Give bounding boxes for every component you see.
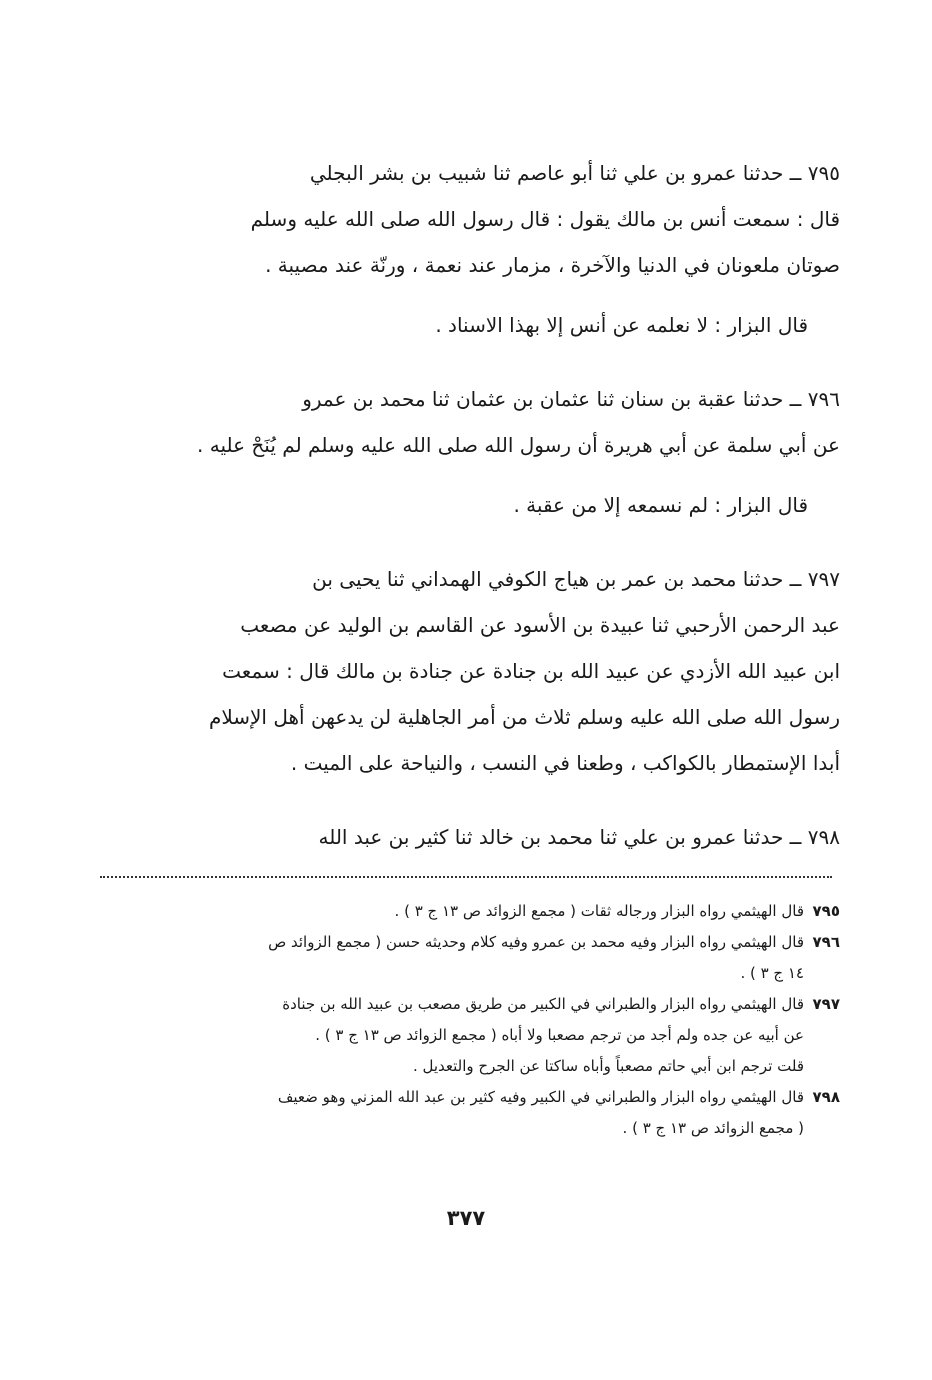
footnote-line: ( مجمع الزوائد ص ١٣ ج ٣ ) . <box>622 1119 804 1137</box>
hadith-line: عن أبي سلمة عن أبي هريرة أن رسول الله صلى الله عليه وسلم لم يُنَحْ عليه . <box>197 433 840 457</box>
page-number: ٣٧٧ <box>446 1206 486 1230</box>
bazzar-comment: قال البزار : لم نسمعه إلا من عقبة . <box>513 493 808 517</box>
footnote <box>164 1082 840 1144</box>
hadith-entry <box>164 556 840 786</box>
footnote-number: ٧٩٧ <box>812 995 840 1013</box>
hadith-line: صوتان ملعونان في الدنيا والآخرة ، مزمار عند نعمة ، ورنّة عند مصيبة . <box>265 253 840 277</box>
footnote <box>164 989 840 1082</box>
hadith-line: ٧٩٧ ــ حدثنا محمد بن عمر بن هياج الكوفي الهمداني ثنا يحيى بن <box>312 567 840 591</box>
hadith-line: رسول الله صلى الله عليه وسلم ثلاث من أمر الجاهلية لن يدعهن أهل الإسلام <box>208 705 840 729</box>
main-text <box>164 150 840 860</box>
hadith-line: ٧٩٥ ــ حدثنا عمرو بن علي ثنا أبو عاصم ثنا شبيب بن بشر البجلي <box>309 161 840 185</box>
footnote-divider <box>100 876 832 878</box>
hadith-entry <box>164 814 840 860</box>
hadith-entry <box>164 150 840 348</box>
hadith-line: ٧٩٦ ــ حدثنا عقبة بن سنان ثنا عثمان بن عثمان ثنا محمد بن عمرو <box>302 387 840 411</box>
footnote-text <box>164 989 804 1082</box>
footnote-text <box>164 896 804 927</box>
footnote-line: قال الهيثمي رواه البزار والطبراني في الكبير وفيه كثير بن عبد الله المزني وهو ضعيف <box>277 1088 804 1106</box>
footnote-line: قلت ترجم ابن أبي حاتم مصعباً وأباه ساكتا عن الجرح والتعديل . <box>412 1057 804 1075</box>
footnote-text <box>164 927 804 989</box>
hadith-line: أبدا الإستمطار بالكواكب ، وطعنا في النسب ، والنياحة على الميت . <box>290 751 840 775</box>
footnote-text <box>164 1082 804 1144</box>
footnote-number: ٧٩٥ <box>812 902 840 920</box>
footnote-line: عن أبيه عن جده ولم أجد من ترجم مصعبا ولا أباه ( مجمع الزوائد ص ١٣ ج ٣ ) . <box>315 1026 804 1044</box>
footnotes <box>164 896 840 1144</box>
footnote-number: ٧٩٦ <box>812 933 840 951</box>
footnote-line: قال الهيثمي رواه البزار ورجاله ثقات ( مجمع الزوائد ص ١٣ ج ٣ ) . <box>394 902 804 920</box>
hadith-line: عبد الرحمن الأرحبي ثنا عبيدة بن الأسود عن القاسم بن الوليد عن مصعب <box>240 613 840 637</box>
footnote-number: ٧٩٨ <box>812 1088 840 1106</box>
hadith-line: ٧٩٨ ــ حدثنا عمرو بن علي ثنا محمد بن خالد ثنا كثير بن عبد الله <box>318 825 840 849</box>
hadith-line: قال : سمعت أنس بن مالك يقول : قال رسول الله صلى الله عليه وسلم <box>250 207 840 231</box>
footnote-line: قال الهيثمي رواه البزار وفيه محمد بن عمرو وفيه كلام وحديثه حسن ( مجمع الزوائد ص <box>268 933 804 951</box>
hadith-line: ابن عبيد الله الأزدي عن عبيد الله بن جنادة عن جنادة بن مالك قال : سمعت <box>222 659 840 683</box>
footnote-line: قال الهيثمي رواه البزار والطبراني في الكبير من طريق مصعب بن عبيد الله بن جنادة <box>282 995 804 1013</box>
footnote <box>164 927 840 989</box>
hadith-entry <box>164 376 840 528</box>
footnote <box>164 896 840 927</box>
bazzar-comment: قال البزار : لا نعلمه عن أنس إلا بهذا الاسناد . <box>435 313 808 337</box>
footnote-line: ١٤ ج ٣ ) . <box>740 964 804 982</box>
